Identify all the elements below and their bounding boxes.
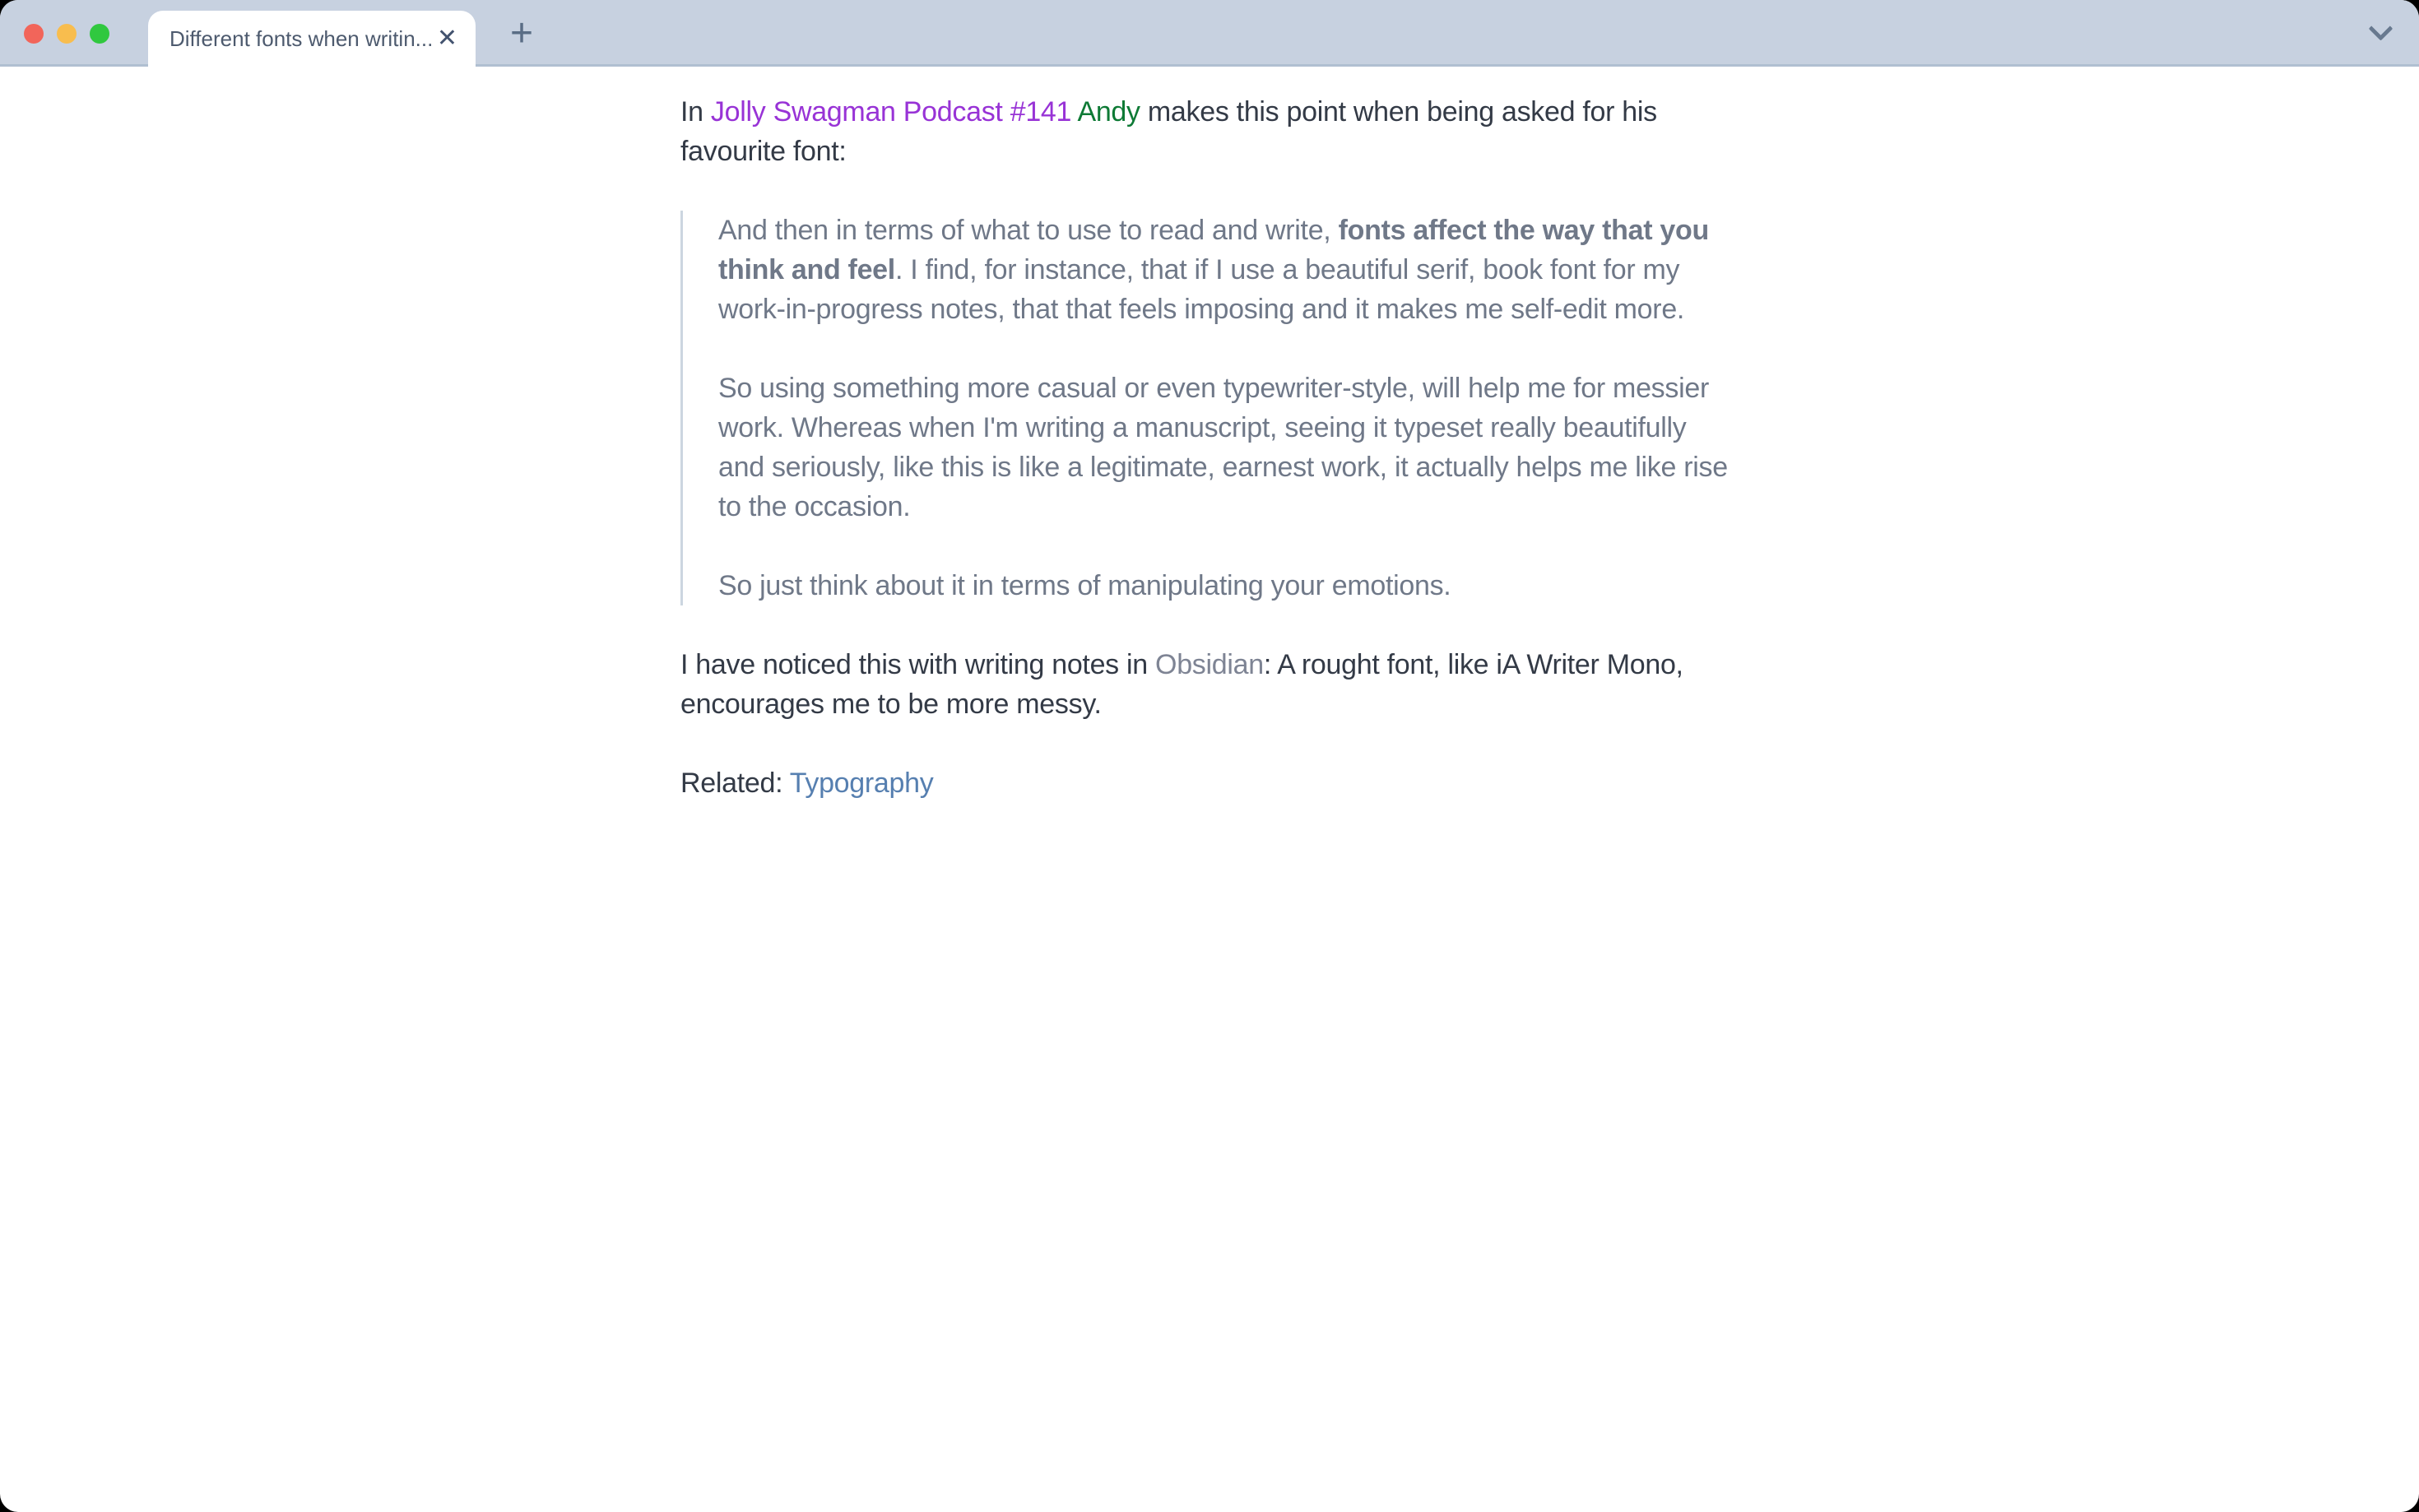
new-tab-button[interactable] [499, 0, 545, 67]
note-column [680, 92, 1739, 803]
quote-p1-after: . I find, for instance, that if I use a beautiful serif, book font for my work-in-progress notes, that that feels imposing and it makes me self-edit more. [718, 254, 1685, 325]
tab-title: Different fonts when writin... [169, 26, 434, 51]
quote-paragraph-2: So using something more casual or even typewriter-style, will help me for messier work. Whereas when I'm writing a manuscript, seeing it typeset really beautifully and seriously, like this is like a legitimate, earnest work, it actually helps me like rise to the occasion. [718, 373, 1728, 522]
typography-link[interactable]: Typography [789, 768, 934, 799]
observation-text-before: I have noticed this with writing notes in [680, 649, 1156, 680]
minimize-window-button[interactable] [57, 24, 77, 44]
quote-block [680, 211, 1739, 605]
tab-overflow-button[interactable] [2360, 0, 2401, 67]
intro-text-after: makes this point when being asked for his favourite font: [680, 96, 1657, 167]
tab-close-icon[interactable]: ✕ [436, 25, 457, 52]
quote-p1-bold: fonts affect the way that you think and feel [718, 215, 1709, 285]
observation-paragraph [680, 645, 1739, 724]
obsidian-link[interactable]: Obsidian [1155, 649, 1264, 680]
related-paragraph [680, 763, 1739, 803]
person-link[interactable]: Andy [1077, 96, 1140, 128]
traffic-lights [24, 24, 109, 44]
tab-different-fonts[interactable] [148, 11, 476, 67]
tab-bar [0, 0, 2419, 67]
observation-text-after: : A rought font, like iA Writer Mono, encourages me to be more messy. [680, 649, 1683, 720]
intro-text-before: In [680, 96, 711, 128]
note-content [0, 67, 2419, 803]
quote-p1-before: And then in terms of what to use to read and write, [718, 215, 1339, 246]
close-window-button[interactable] [24, 24, 44, 44]
podcast-link[interactable]: Jolly Swagman Podcast #141 [710, 96, 1072, 128]
fullscreen-window-button[interactable] [90, 24, 109, 44]
chevron-down-icon [2368, 16, 2393, 41]
quote-paragraph-3: So just think about it in terms of manipulating your emotions. [718, 570, 1451, 601]
plus-icon: + [509, 12, 534, 55]
related-label: Related: [680, 768, 790, 799]
quote-paragraph-1 [718, 211, 1739, 329]
intro-paragraph [680, 92, 1739, 171]
